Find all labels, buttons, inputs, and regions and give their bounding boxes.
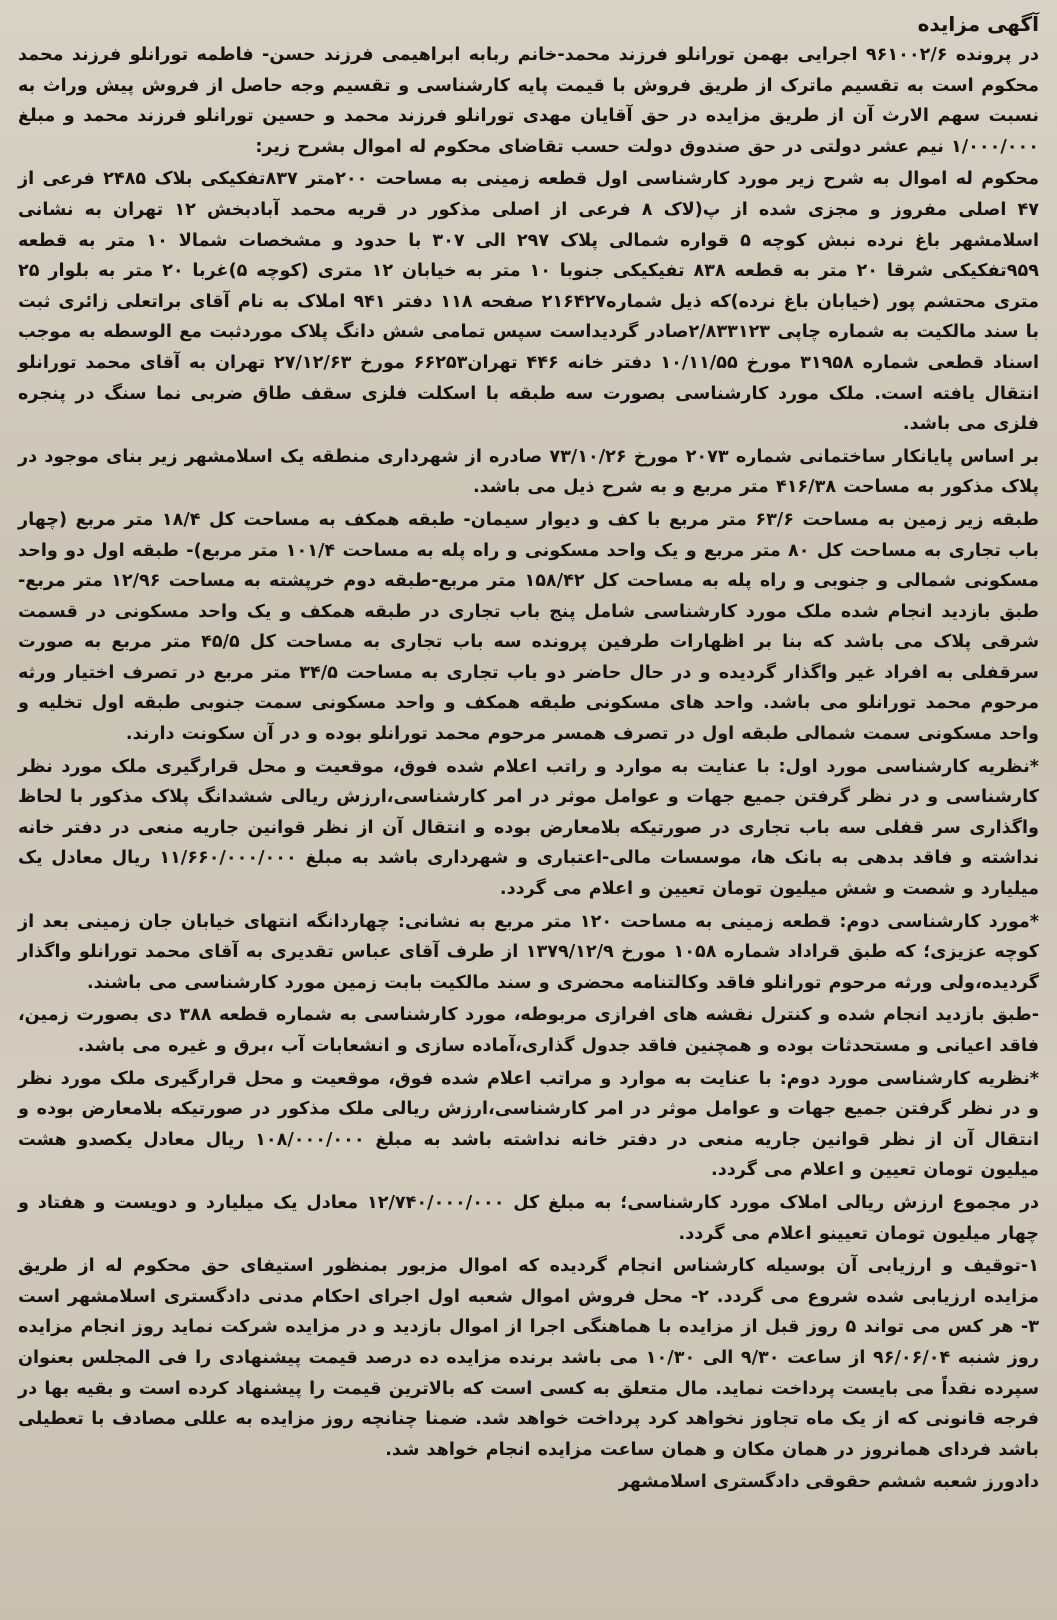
inspection-paragraph: -طبق بازدید انجام شده و کنترل نقشه های افرازی مربوطه، مورد کارشناسی به شماره قطعه ۳۸۸ دی بصورت زمین، فاقد اعیانی و مستحدثات بوده و همچنین فاقد جدول گذاری،آماده سازی و انشعابات آب ،برق و غیره می باشد. [18,1005,1040,1056]
first-appraisal-paragraph: *نظریه کارشناسی مورد اول: با عنایت به موارد و راتب اعلام شده فوق، موقعیت و محل قرارگیری ملک مورد نظر کارشناسی و در نظر گرفتن جمیع جهات و عوامل موثر در امر کارشناسی،ارزش ریالی ششدانگ پلاک مذکور با لحاظ واگذاری سر قفلی سه باب تجاری در صورتیکه بلامعارض بوده و انتقال آن از نظر قوانین جاریه منعی در دفتر خانه نداشته و فاقد بدهی به بانک ها، موسسات مالی-اعتباری و شهرداری باشد به مبلغ ۱۱/۶۶۰/۰۰۰/۰۰۰ ریال معادل یک میلیارد و شصت و شش میلیون تومان تعیین و اعلام می گردد. [18,756,1039,900]
signature-line: دادورز شعبه ششم حقوقی دادگستری اسلامشهر [618,1472,1039,1493]
building-permit-paragraph: بر اساس پایانکار ساختمانی شماره ۲۰۷۳ مورخ ۷۳/۱۰/۲۶ صادره از شهرداری منطقه یک اسلامشهر زیر بنای موجود در پلاک مذکور به مساحت ۴۱۶/۳۸ متر مربع و به شرح ذیل می باشد. [18,446,1040,498]
first-property-paragraph: محکوم له اموال به شرح زیر مورد کارشناسی اول قطعه زمینی به مساحت ۲۰۰متر ۸۳۷تفکیکی بلاک ۲۴۸۵ فرعی از ۴۷ اصلی مفروز و مجزی شده از پ(لاک ۸ فرعی از اصلی مذکور در قریه محمد آبادبخش ۱۲ تهران به نشانی اسلامشهر باغ نرده نبش کوچه ۵ قواره شمالی پلاک ۲۹۷ الی ۳۰۷ با حدود و مشخصات شمالا ۱۰ متر به قطعه ۹۵۹تفکیکی شرقا ۲۰ متر به قطعه ۸۳۸ تفیکیکی جنوبا ۱۰ متر به خیابان ۱۲ متری (کوچه ۵)غربا ۲۰ متر به بلوار ۲۵ متری محتشم پور (خیابان باغ نرده)که ذیل شماره۲۱۶۴۲۷ صفحه ۱۱۸ دفتر ۹۴۱ املاک به نام آقای براتعلی زائری ثبت با سند مالکیت به شماره چاپی ۲/۸۳۳۱۲۳صادر گردیداست سپس تمامی شش دانگ پلاک موردثبت مع الوسطه به موجب اسناد قطعی شماره ۳۱۹۵۸ مورخ ۱۰/۱۱/۵۵ دفتر خانه ۴۴۶ تهران۶۶۲۵۳ مورخ ۲۷/۱۲/۶۳ تهران به آقای محمد تورانلو انتقال یافته است. ملک مورد کارشناسی بصورت سه طبقه با اسکلت فلزی سقف طاق ضربی نما سنگ در پنجره فلزی می باشد. [18,169,1040,435]
second-appraisal-paragraph: *نظریه کارشناسی مورد دوم: با عنایت به موارد و مراتب اعلام شده فوق، موقعیت و محل قرارگیری ملک مورد نظر و در نظر گرفتن جمیع جهات و عوامل موثر در امر کارشناسی،ارزش ریالی ملک مذکور در صورتیکه بلامعارض بوده و انتقال آن از نظر قوانین جاریه منعی در دفتر خانه نداشته باشد به مبلغ ۱۰۸/۰۰۰/۰۰۰ ریال معادل یکصدو هشت میلیون تومان تعیین و اعلام می گردد. [18,1068,1039,1181]
second-property-paragraph: *مورد کارشناسی دوم: قطعه زمینی به مساحت ۱۲۰ متر مربع به نشانی: چهاردانگه انتهای خیابان جان زمینی بعد از کوچه عزیزی؛ که طبق قراداد شماره ۱۰۵۸ مورخ ۱۳۷۹/۱۲/۹ از طرف آقای عباس تقدیری به آقای محمد تورانلو واگذار گردیده،ولی ورثه مرحوم تورانلو فاقد وکالتنامه محضری و سند مالکیت بابت زمین مورد کارشناسی می باشند. [18,911,1040,993]
floors-description-paragraph: طبقه زیر زمین به مساحت ۶۳/۶ متر مربع با کف و دیوار سیمان- طبقه همکف به مساحت کل ۱۸/۴ متر مربع (چهار باب تجاری به مساحت کل ۸۰ متر مربع و یک واحد مسکونی و راه پله به مساحت ۱۰۱/۴ متر مربع)- طبقه اول دو واحد مسکونی شمالی و جنوبی و راه پله به مساحت کل ۱۵۸/۴۲ متر مربع-طبقه دوم خرپشته به مساحت ۱۲/۹۶ متر مربع-طبق بازدید انجام شده ملک مورد کارشناسی شامل پنج باب تجاری در طبقه همکف و یک واحد مسکونی در قسمت شرقی پلاک می باشد که بنا بر اظهارات طرفین پرونده سه باب تجاری به مساحت کل ۴۵/۵ متر مربع به صورت سرقفلی به افراد غیر واگذار گردیده و در حال حاضر دو باب تجاری به مساحت ۳۴/۵ متر مربع در تصرف اختیار ورثه مرحوم محمد تورانلو می باشد. واحد های مسکونی طبقه همکف و واحد مسکونی سمت جنوبی طبقه اول تخلیه و واحد مسکونی سمت شمالی طبقه اول در تصرف همسر مرحوم محمد تورانلو بوده و در آن سکونت دارند. [18,509,1039,745]
total-value-paragraph: در مجموع ارزش ریالی املاک مورد کارشناسی؛ به مبلغ کل ۱۲/۷۴۰/۰۰۰/۰۰۰ معادل یک میلیارد و دویست و هفتاد و چهار میلیون تومان تعیینو اعلام می گردد. [18,1192,1039,1244]
auction-terms-paragraph: ۱-توقیف و ارزیابی آن بوسیله کارشناس انجام گردیده که اموال مزبور بمنظور استیفای حق محکوم له از طریق مزایده ارزیابی شده شروع می گردد. ۲- محل فروش اموال شعبه اول اجرای احکام مدنی دادگستری اسلامشهر است ۳- هر کس می تواند ۵ روز قبل از مزایده با هماهنگی اجرا از اموال بازدید و در مزایده شرکت نماید روز انجام مزایده روز شنبه ۹۶/۰۶/۰۴ از ساعت ۹/۳۰ الی ۱۰/۳۰ می باشد برنده مزایده ده درصد قیمت پیشنهادی را فی المجلس بعنوان سپرده نقداً می بایست پرداخت نماید. مال متعلق به کسی است که بالاترین قیمت را پیشنهاد کرده است و بقیه بها در فرجه قانونی که از یک ماه تجاوز نخواهد کرد پرداخت خواهد شد. ضمنا چنانچه روز مزایده به عللی مصادف با تعطیلی باشد فردای همانروز در همان مکان و همان ساعت مزایده انجام خواهد شد. [18,1256,1040,1460]
intro-paragraph: در پرونده ۹۶۱۰۰۲/۶ اجرایی بهمن تورانلو فرزند محمد-خانم ربابه ابراهیمی فرزند حسن- فاطمه تورانلو فرزند محمد محکوم است به تقسیم ماترک از طریق فروش با قیمت پایه کارشناسی و تقسیم وجه حاصل از فروش پیش وراث به نسبت سهم الارث آن از طریق مزایده در حق آقایان مهدی تورانلو فرزند محمد و حسین تورانلو فرزند محمد و مبلغ ۱/۰۰۰/۰۰۰ نیم عشر دولتی در حق صندوق دولت حسب تقاضای محکوم له اموال بشرح زیر: [18,45,1039,157]
notice-title: آگهی مزایده [917,12,1039,36]
